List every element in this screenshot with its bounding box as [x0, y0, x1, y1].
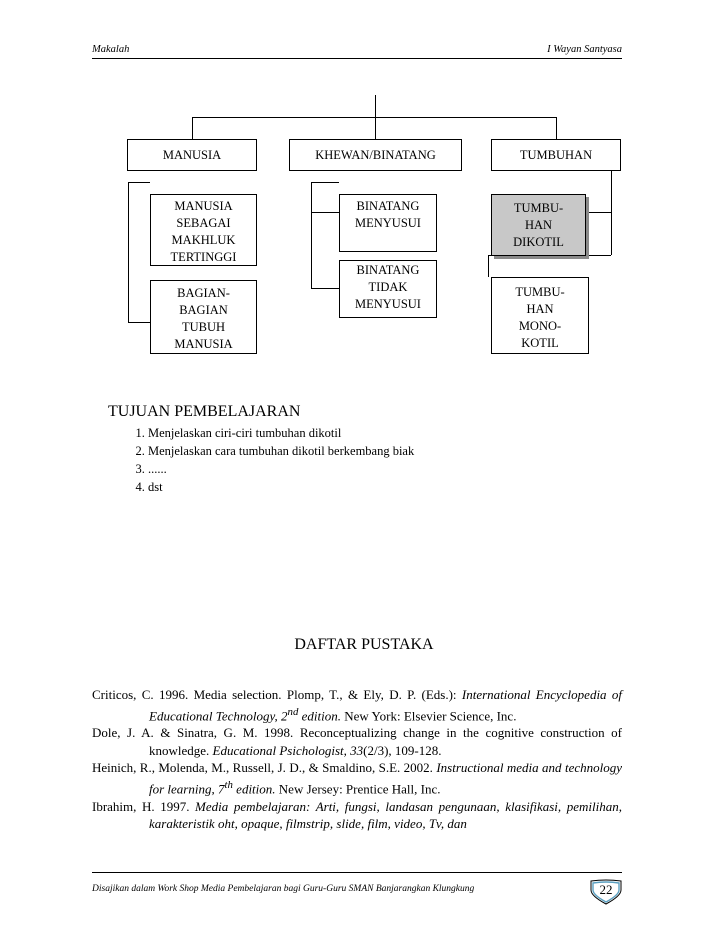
- branch-tick: [311, 212, 339, 213]
- tumbuhan-branch-line: [611, 170, 612, 255]
- ref-text: New York: Elsevier Science, Inc.: [340, 707, 517, 723]
- box-khewan-binatang: KHEWAN/BINATANG: [289, 139, 462, 171]
- box-line: DIKOTIL: [513, 235, 564, 249]
- box-line: BINATANG: [356, 199, 420, 213]
- box-line: BAGIAN: [179, 303, 228, 317]
- header-left: Makalah: [92, 44, 130, 55]
- reference-item: [92, 686, 622, 724]
- box-tumbuhan: TUMBUHAN: [491, 139, 621, 171]
- ref-title: edition.: [232, 781, 276, 797]
- manusia-branch-line: [128, 182, 129, 322]
- box-line: MONO-: [518, 319, 562, 333]
- box-binatang-tidak-menyusui: [339, 260, 437, 318]
- page-number-badge: [588, 878, 624, 906]
- ref-text: Ibrahim, H. 1997.: [92, 798, 196, 814]
- branch-tick: [128, 322, 150, 323]
- box-tumbuhan-dikotil: [491, 194, 586, 256]
- branch-tick: [488, 255, 489, 277]
- connector-tumbuhan: [556, 117, 557, 139]
- references-heading: DAFTAR PUSTAKA: [294, 636, 434, 653]
- ref-title: International Encyclopedia of Educational Technology, 2: [149, 687, 622, 723]
- connector-manusia: [192, 117, 193, 139]
- binatang-branch-line: [311, 182, 312, 288]
- ref-text: Dole, J. A. & Sinatra, G. M. 1998. Reconceptualizing change in the cognitive construction of knowledge.: [92, 725, 622, 758]
- footer-text: Disajikan dalam Work Shop Media Pembelajaran bagi Guru-Guru SMAN Banjarangkan Klungkung: [92, 884, 475, 894]
- box-manusia: MANUSIA: [127, 139, 257, 171]
- ref-sup: nd: [287, 705, 299, 718]
- box-line: HAN: [526, 302, 554, 316]
- top-bus-line: [192, 117, 556, 118]
- page-number: 22: [599, 882, 613, 897]
- box-line: BINATANG: [356, 263, 420, 277]
- objectives-list: [108, 424, 414, 496]
- box-line: BAGIAN-: [177, 286, 230, 300]
- ref-text: Heinich, R., Molenda, M., Russell, J. D., & Smaldino, S.E. 2002.: [92, 760, 437, 776]
- box-line: TUMBU-: [515, 285, 565, 299]
- reference-item: [92, 798, 622, 833]
- box-line: MENYUSUI: [355, 297, 421, 311]
- ref-text: Criticos, C. 1996. Media selection. Plomp, T., & Ely, D. P. (Eds.):: [92, 687, 462, 702]
- branch-tick: [589, 255, 611, 256]
- references-list: [92, 686, 622, 833]
- box-line: KOTIL: [521, 336, 559, 350]
- box-bagian-bagian-tubuh-manusia: [150, 280, 257, 354]
- objectives-heading: TUJUAN PEMBELAJARAN: [108, 403, 301, 420]
- box-line: MENYUSUI: [355, 216, 421, 230]
- ref-title: edition.: [298, 707, 341, 723]
- list-item: 1. Menjelaskan ciri-ciri tumbuhan dikotil: [148, 424, 414, 442]
- branch-tick: [589, 212, 611, 213]
- box-line: TUBUH: [181, 320, 226, 334]
- branch-tick: [311, 182, 339, 183]
- box-line: MANUSIA: [174, 337, 233, 351]
- ref-title: Educational Psichologist, 33: [212, 742, 364, 758]
- list-item: 2. Menjelaskan cara tumbuhan dikotil berkembang biak: [148, 442, 414, 460]
- box-manusia-sebagai-makhluk-tertinggi: [150, 194, 257, 266]
- box-line: TERTINGGI: [170, 250, 237, 264]
- ref-text: (2/3), 109-128.: [363, 742, 442, 758]
- footer-rule: [92, 872, 622, 873]
- box-tumbuhan-monokotil: [491, 277, 589, 354]
- ref-text: New Jersey: Prentice Hall, Inc.: [275, 781, 441, 797]
- header-rule: [92, 58, 622, 59]
- ref-sup: th: [224, 778, 233, 791]
- branch-tick: [128, 182, 150, 183]
- box-line: TUMBU-: [513, 201, 564, 215]
- header-right: I Wayan Santyasa: [547, 44, 622, 55]
- ref-title: Media pembelajaran: Arti, fungsi, landasan pengunaan, klasifikasi, pemilihan, karakteristik oht, opaque, filmstrip, slide, film, video, Tv, dan: [149, 798, 622, 832]
- connector-khewan: [375, 117, 376, 139]
- box-line: TIDAK: [368, 280, 408, 294]
- branch-tick: [311, 288, 339, 289]
- reference-item: [92, 759, 622, 797]
- reference-item: [92, 724, 622, 759]
- list-item: 3. ......: [148, 460, 414, 478]
- box-line: SEBAGAI: [176, 216, 231, 230]
- box-line: HAN: [524, 218, 553, 232]
- box-line: MAKHLUK: [171, 233, 236, 247]
- box-line: MANUSIA: [174, 199, 233, 213]
- root-connector: [375, 95, 376, 117]
- box-binatang-menyusui: [339, 194, 437, 252]
- ref-title: Instructional media and technology for learning, 7: [149, 760, 622, 797]
- list-item: 4. dst: [148, 478, 414, 496]
